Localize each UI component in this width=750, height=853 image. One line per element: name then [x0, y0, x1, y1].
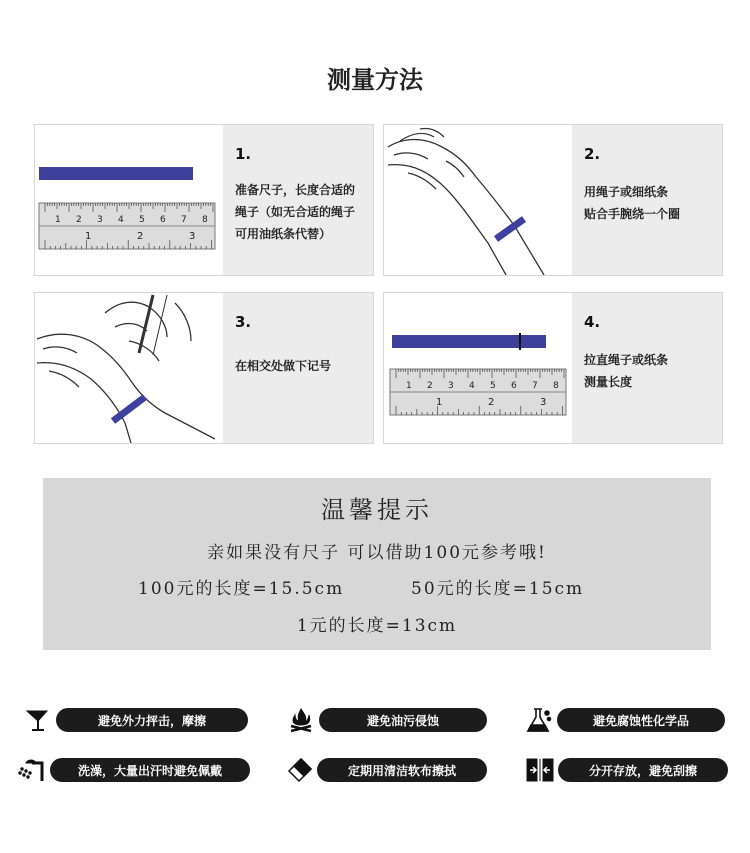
ruler-tick-label: 3 — [189, 231, 196, 242]
step-card-3 — [34, 292, 374, 444]
step-number: 2. — [584, 145, 601, 163]
ruler-tick-label: 2 — [488, 397, 495, 408]
care-label: 避免腐蚀性化学品 — [557, 708, 725, 732]
care-item-store — [526, 758, 728, 782]
ruler — [39, 203, 215, 249]
tips-line-50-yuan: 50元的长度=15cm — [411, 579, 585, 599]
tips-title: 温馨提示 — [321, 496, 433, 524]
ruler-tick-label: 1 — [55, 215, 61, 225]
ruler-tick-label: 2 — [137, 231, 144, 242]
step-number: 3. — [235, 313, 252, 331]
step-description: 用绳子或细纸条 贴合手腕绕一个圈 — [584, 185, 681, 221]
ruler-tick-label: 1 — [85, 231, 92, 242]
care-item-impact — [24, 708, 248, 732]
care-item-oil — [287, 708, 487, 732]
measure-band-illustration — [384, 293, 572, 444]
ruler-tick-label: 5 — [139, 215, 145, 225]
ruler-tick-label: 3 — [448, 381, 454, 391]
hand-with-band-illustration — [384, 125, 572, 276]
tips-line-banknote: 亲如果没有尺子 可以借助100元参考哦! — [207, 543, 547, 563]
tips-line-100-yuan: 100元的长度=15.5cm — [138, 579, 345, 599]
care-item-clean — [285, 758, 487, 782]
ruler-tick-label: 1 — [436, 397, 443, 408]
care-label: 避免油污侵蚀 — [319, 708, 487, 732]
care-item-chemical — [525, 708, 725, 732]
step-description: 在相交处做下记号 — [235, 359, 332, 373]
tips-line-1-yuan: 1元的长度=13cm — [296, 616, 458, 636]
care-label: 分开存放，避免刮擦 — [558, 758, 728, 782]
separate-arrows-icon — [526, 757, 554, 783]
band-and-ruler-illustration — [35, 125, 223, 276]
eraser-icon — [285, 757, 313, 783]
ruler-tick-label: 8 — [202, 215, 208, 225]
care-label: 洗澡，大量出汗时避免佩戴 — [50, 758, 250, 782]
ruler-tick-label: 2 — [427, 381, 433, 391]
step-number: 4. — [584, 313, 601, 331]
care-item-shower — [18, 758, 250, 782]
ruler-tick-label: 6 — [511, 381, 517, 391]
marking-band-illustration — [35, 293, 223, 444]
ruler-tick-label: 7 — [532, 381, 538, 391]
ruler-tick-label: 3 — [540, 397, 547, 408]
campfire-icon — [287, 707, 315, 733]
step-description: 拉直绳子或纸条 测量长度 — [584, 353, 669, 389]
step-card-2 — [383, 124, 723, 276]
ruler-tick-label: 5 — [490, 381, 496, 391]
ruler-tick-label: 6 — [160, 215, 166, 225]
care-label: 定期用清洁软布擦拭 — [317, 758, 487, 782]
ruler — [390, 369, 566, 415]
step-card-1 — [34, 124, 374, 276]
ruler-tick-label: 1 — [406, 381, 412, 391]
ruler-tick-label: 2 — [76, 215, 82, 225]
care-label: 避免外力抨击，摩擦 — [56, 708, 248, 732]
ruler-tick-label: 4 — [118, 215, 124, 225]
cocktail-glass-icon — [24, 707, 52, 733]
chemical-flask-icon — [525, 707, 553, 733]
shower-icon — [18, 757, 46, 783]
tips-box — [43, 478, 711, 650]
step-card-4 — [383, 292, 723, 444]
ruler-tick-label: 4 — [469, 381, 475, 391]
ruler-tick-label: 8 — [553, 381, 559, 391]
page-title: 测量方法 — [327, 66, 423, 94]
step-number: 1. — [235, 145, 252, 163]
ruler-tick-label: 3 — [97, 215, 103, 225]
step-description: 准备尺子，长度合适的 绳子（如无合适的绳子 可用油纸条代替） — [235, 183, 356, 241]
ruler-tick-label: 7 — [181, 215, 187, 225]
